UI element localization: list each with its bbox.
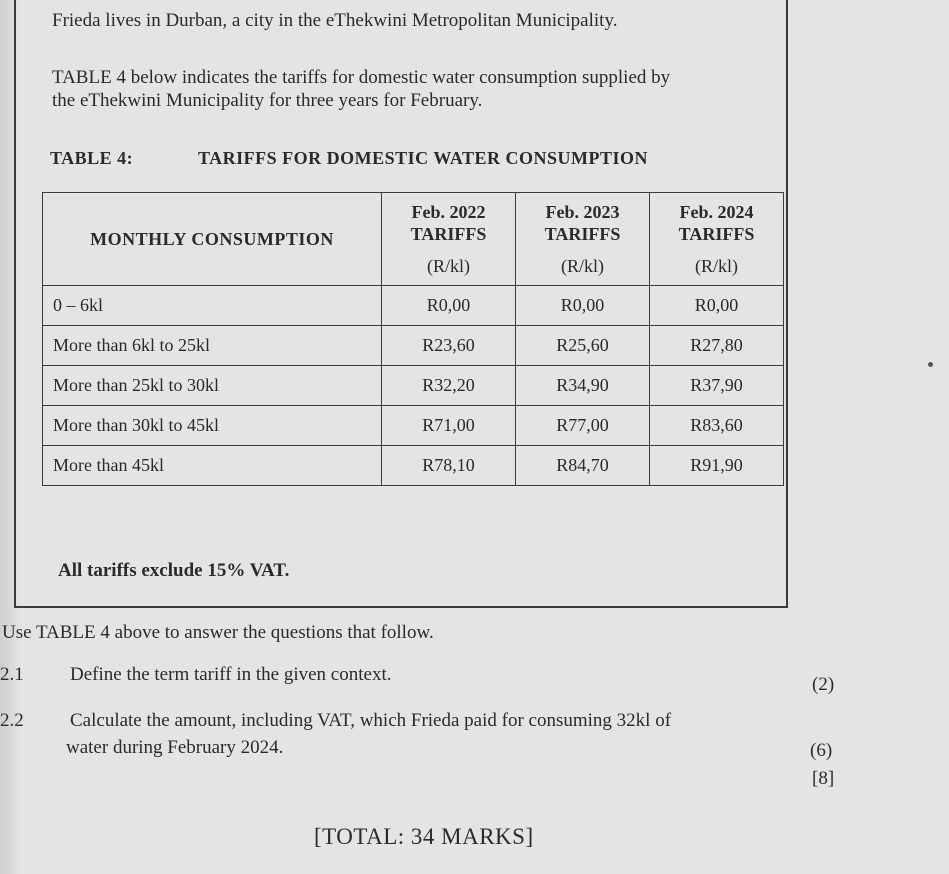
tariff-cell-2023: R34,90 [516, 366, 650, 406]
question-text: Calculate the amount, including VAT, which Frieda paid for consuming 32kl of [70, 710, 672, 731]
subtotal-marks: [8] [812, 768, 835, 789]
header-title: TARIFFS [544, 224, 621, 244]
header-unit: (R/kl) [695, 256, 738, 276]
table-row [43, 406, 784, 446]
table-description [52, 66, 670, 112]
consumption-cell: More than 25kl to 30kl [43, 366, 382, 406]
question-number: 2.1 [0, 664, 24, 685]
question-marks: (6) [810, 740, 833, 761]
table-row [43, 286, 784, 326]
table-row [43, 446, 784, 486]
total-marks: [TOTAL: 34 MARKS] [314, 824, 534, 849]
table-header-row [43, 193, 784, 286]
vat-note: All tariffs exclude 15% VAT. [58, 560, 290, 581]
tariff-cell-2024: R91,90 [650, 446, 784, 486]
header-feb-2024 [650, 193, 784, 286]
tariff-cell-2022: R71,00 [382, 406, 516, 446]
question-text-continued: water during February 2024. [66, 737, 284, 758]
intro-text: Frieda lives in Durban, a city in the eThekwini Metropolitan Municipality. [52, 10, 618, 31]
consumption-cell: More than 30kl to 45kl [43, 406, 382, 446]
header-year: Feb. 2024 [679, 202, 754, 222]
tariff-cell-2024: R0,00 [650, 286, 784, 326]
bordered-question-box [14, 0, 788, 608]
speck-mark [928, 362, 933, 367]
consumption-cell: 0 – 6kl [43, 286, 382, 326]
tariff-cell-2023: R0,00 [516, 286, 650, 326]
tariff-cell-2022: R0,00 [382, 286, 516, 326]
header-year: Feb. 2022 [411, 202, 486, 222]
tariff-cell-2022: R78,10 [382, 446, 516, 486]
table-caption-title: TARIFFS FOR DOMESTIC WATER CONSUMPTION [198, 148, 649, 168]
tariff-cell-2022: R23,60 [382, 326, 516, 366]
table-caption [50, 148, 648, 169]
tariff-cell-2024: R37,90 [650, 366, 784, 406]
tariff-cell-2023: R25,60 [516, 326, 650, 366]
header-unit: (R/kl) [561, 256, 604, 276]
question-marks: (2) [812, 674, 835, 695]
table-description-line2: the eThekwini Municipality for three years for February. [52, 90, 483, 111]
table-row [43, 326, 784, 366]
table-description-line1: TABLE 4 below indicates the tariffs for domestic water consumption supplied by [52, 67, 671, 88]
header-monthly-consumption: MONTHLY CONSUMPTION [43, 193, 382, 286]
table-row [43, 366, 784, 406]
table-caption-label: TABLE 4: [50, 148, 134, 168]
consumption-cell: More than 6kl to 25kl [43, 326, 382, 366]
tariff-cell-2024: R83,60 [650, 406, 784, 446]
tariff-cell-2024: R27,80 [650, 326, 784, 366]
header-year: Feb. 2023 [545, 202, 620, 222]
instruction-text: Use TABLE 4 above to answer the questions that follow. [2, 622, 434, 643]
consumption-cell: More than 45kl [43, 446, 382, 486]
question-text: Define the term tariff in the given context. [70, 664, 392, 685]
tariff-cell-2023: R84,70 [516, 446, 650, 486]
header-unit: (R/kl) [427, 256, 470, 276]
tariff-cell-2022: R32,20 [382, 366, 516, 406]
tariff-cell-2023: R77,00 [516, 406, 650, 446]
header-feb-2022 [382, 193, 516, 286]
header-title: TARIFFS [410, 224, 487, 244]
tariff-table [42, 192, 784, 486]
header-title: TARIFFS [678, 224, 755, 244]
header-feb-2023 [516, 193, 650, 286]
question-number: 2.2 [0, 710, 24, 731]
